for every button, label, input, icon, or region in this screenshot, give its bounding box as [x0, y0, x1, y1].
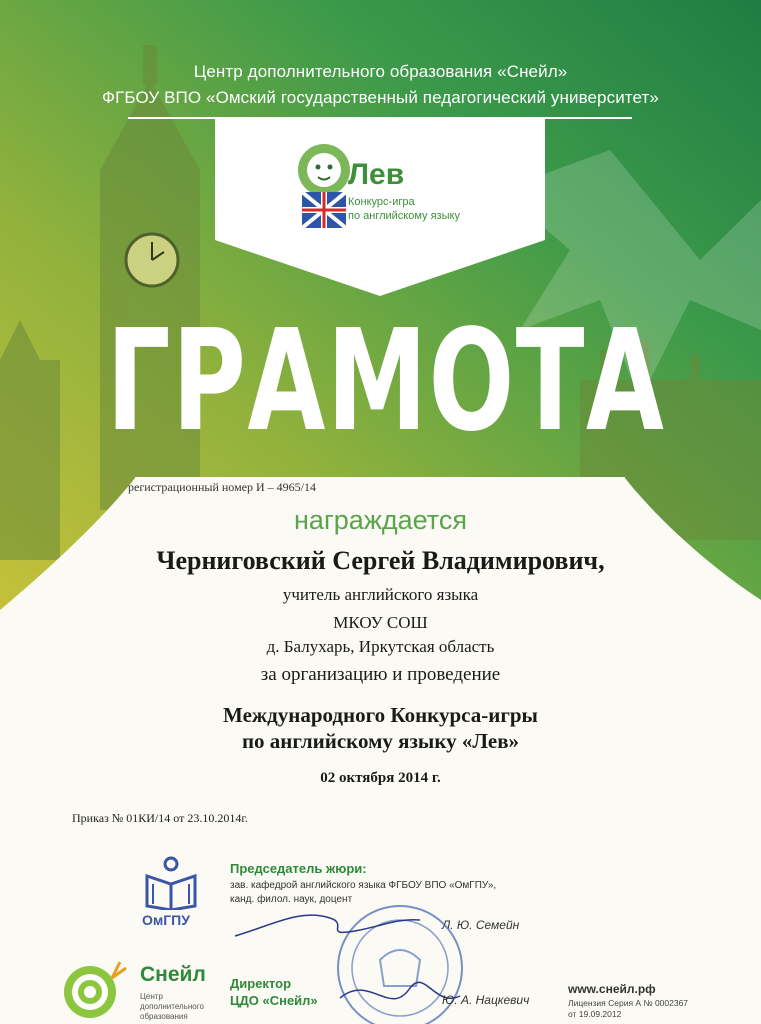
director-title-2: ЦДО «Снейл» [230, 993, 318, 1008]
snail-caption-3: образования [140, 1012, 188, 1021]
header-line-2: ФГБОУ ВПО «Омский государственный педагогический университет» [102, 88, 659, 107]
omgpu-book-icon [143, 854, 199, 910]
jury-role-2: канд. филол. наук, доцент [230, 894, 353, 905]
logo-subtitle-2: по английскому языку [348, 210, 460, 222]
jury-role-1: зав. кафедрой английского языка ФГБОУ ВПО «ОмГПУ», [230, 880, 497, 891]
snail-caption [140, 992, 204, 1022]
director-signer: Ю. А. Нацкевич [442, 993, 530, 1007]
snail-caption-1: Центр [140, 992, 163, 1001]
website: www.снейл.рф [568, 982, 656, 996]
order-number: Приказ № 01КИ/14 от 23.10.2014г. [72, 811, 248, 825]
jury-heading: Председатель жюри: [230, 861, 367, 876]
awarded-label: награждается [294, 505, 467, 535]
logo-subtitle-1: Конкурс-игра [348, 196, 415, 208]
header-line-1: Центр дополнительного образования «Снейл» [193, 62, 568, 81]
lev-logo [290, 140, 480, 235]
license-line-2: от 19.09.2012 [568, 1009, 622, 1019]
recipient-position: учитель английского языка [282, 585, 479, 604]
license-line-1: Лицензия Серия А № 0002367 [568, 998, 689, 1008]
director-title-1: Директор [230, 976, 292, 991]
registration-number: регистрационный номер И – 4965/14 [128, 480, 316, 494]
award-reason: за организацию и проведение [260, 664, 501, 685]
logo-name: Лев [348, 158, 405, 191]
snail-icon [60, 958, 130, 1020]
omgpu-label: ОмГПУ [142, 912, 190, 928]
recipient-name: Черниговский Сергей Владимирович, [156, 546, 605, 575]
snail-caption-2: дополнительного [140, 1002, 204, 1011]
recipient-school: МКОУ СОШ [333, 613, 428, 632]
contest-line-1: Международного Конкурса-игры [223, 703, 538, 727]
contest-line-2: по английскому языку «Лев» [241, 729, 520, 753]
award-date: 02 октября 2014 г. [320, 770, 441, 786]
recipient-location: д. Балухарь, Иркутская область [266, 637, 495, 656]
certificate-title: ГРАМОТА [106, 300, 666, 463]
jury-signer: Л. Ю. Семейн [442, 918, 520, 932]
snail-name: Снейл [140, 963, 206, 986]
